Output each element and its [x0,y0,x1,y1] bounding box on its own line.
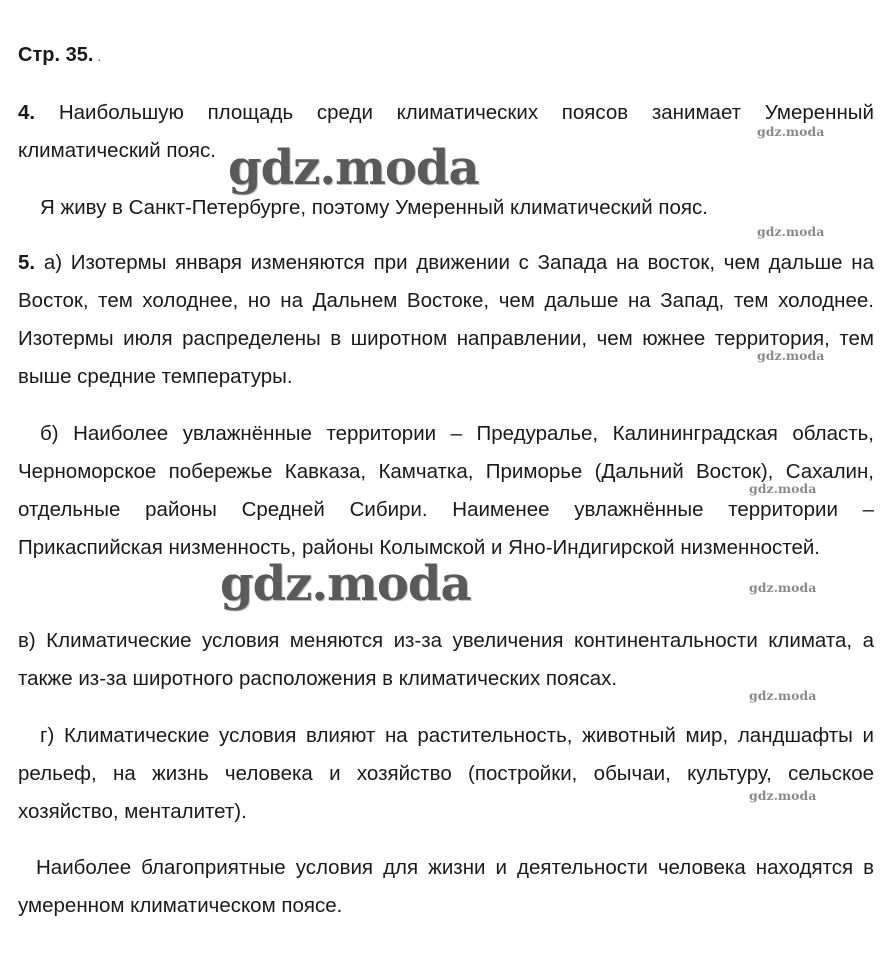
answer-text: Наибольшую площадь среди климатических поясов занимает Умеренный климатический пояс. [18,101,874,162]
watermark-small: gdz.moda [749,788,817,803]
answer-text: в) Климатические условия меняются из-за увеличения континентальности климата, а также из-за широтного расположения в климатических поясах. [18,629,874,690]
answer-5a [18,244,874,396]
answer-text: г) Климатические условия влияют на растительность, животный мир, ландшафты и рельеф, на жизнь человека и хозяйство (постройки, обычаи, культуру, сельское хозяйство, менталитет). [18,724,874,823]
watermark-small: gdz.moda [757,224,825,239]
answer-number: 5. [18,251,36,274]
conclusion [18,849,874,925]
watermark-small: gdz.moda [749,580,817,595]
watermark-small: gdz.moda [749,688,817,703]
answer-text: б) Наиболее увлажнённые территории – Предуралье, Калининградская область, Черноморское побережье Кавказа, Камчатка, Приморье (Дальний Восток), Сахалин, отдельные районы Средней Сибири. Наименее увлажнённые территории – Прикаспийская низменность, районы Колымской и Яно-Индигирской низменностей. [18,422,874,559]
trailing-mark: . [97,48,102,64]
watermark-small: gdz.moda [757,348,825,363]
answer-5b [18,415,874,567]
answer-5v [18,622,874,698]
answer-text: а) Изотермы января изменяются при движении с Запада на восток, чем дальше на Восток, тем холоднее, но на Дальнем Востоке, чем дальше на Запад, тем холоднее. Изотермы июля распределены в широтном направлении, чем южнее территория, тем выше средние температуры. [18,251,874,388]
watermark-large: gdz.moda [228,140,479,196]
watermark-small: gdz.moda [757,124,825,139]
answer-text: Я живу в Санкт-Петербурге, поэтому Умеренный климатический пояс. [40,196,708,219]
watermark-small: gdz.moda [749,481,817,496]
answer-5g [18,717,874,831]
page-label: Стр. 35. [18,44,94,66]
page-title [18,44,101,67]
answer-number: 4. [18,101,36,124]
watermark-large: gdz.moda [220,556,471,612]
conclusion-text: Наиболее благоприятные условия для жизни и деятельности человека находятся в умеренном климатическом поясе. [18,856,874,917]
